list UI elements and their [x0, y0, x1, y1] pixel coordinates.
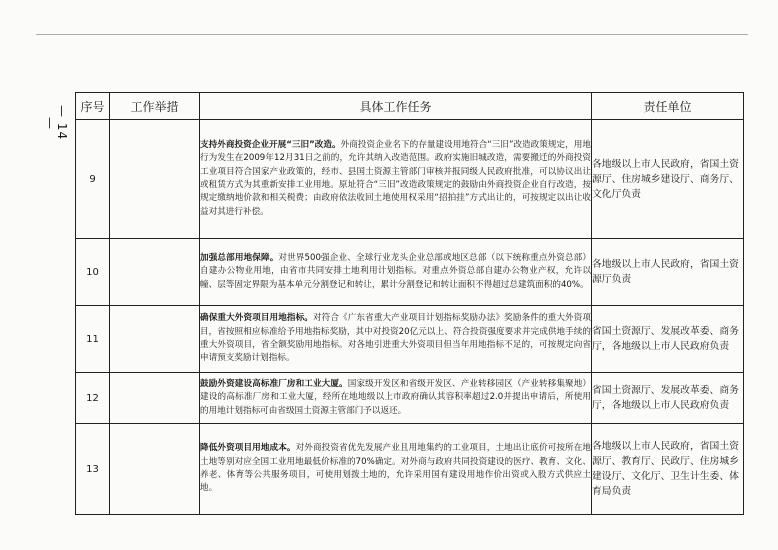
task-body: 对世界500强企业、全球行业龙头企业总部或地区总部（以下统称重点外资总部）自建办公物业用地，由省市共同安排土地利用计划指标。对重点外资总部自建办公物业产权，允许以幢、层等固定界限为基本单元分割登记和转让，累计分割登记和转让面积不得超过总建筑面积的40%。: [200, 252, 591, 290]
table-row: [76, 239, 744, 306]
header-rule: [36, 34, 748, 35]
header-unit: 责任单位: [592, 93, 744, 120]
header-seq: 序号: [76, 93, 110, 120]
task-lead: 降低外资项目用地成本。: [200, 443, 296, 454]
row-task: [200, 120, 592, 239]
table-row: [76, 120, 744, 239]
row-seq: 11: [76, 306, 110, 373]
task-body: 国家级开发区和省级开发区、产业转移园区（产业转移集聚地）建设的高标准厂房和工业大厦，经所在地地级以上市政府确认其容积率超过2.0并提出申请后，所使用的用地计划指标可由省级国土资源主管部门予以返还。: [200, 378, 591, 416]
task-lead: 确保重大外资项目用地指标。: [200, 313, 313, 324]
task-body: 对外商投资省优先发展产业且用地集约的工业项目，土地出让底价可按所在地土地等别对应全国工业用地最低价标准的70%确定。对外商与政府共同投资建设的医疗、教育、文化、养老、体育等公共服务项目，可使用划拨土地的，允许采用国有建设用地作价出资或入股方式供应土地。: [200, 443, 591, 494]
row-unit: 省国土资源厅、发展改革委、商务厅，各地级以上市人民政府负责: [592, 306, 744, 373]
header-task: 具体工作任务: [200, 93, 592, 120]
row-task: [200, 424, 592, 515]
task-body: 对符合《广东省重大产业项目计划指标奖励办法》奖励条件的重大外资项目，省按照相应标准给予用地指标奖励，其中对投资20亿元以上、符合投资强度要求并完成供地手续的重大外资项目，省全额奖励用地指标。对各地引进重大外资项目但当年用地指标不足的，可按规定向省申请预支奖励计划指标。: [200, 313, 591, 364]
task-lead: 支持外商投资企业开展“三旧”改造。: [200, 139, 341, 150]
row-measure: [110, 239, 200, 306]
row-measure: [110, 120, 200, 239]
page-number: — 14 —: [43, 105, 69, 141]
row-task: [200, 373, 592, 424]
row-unit: 省国土资源厅、发展改革委、商务厅，各地级以上市人民政府负责: [592, 373, 744, 424]
row-seq: 12: [76, 373, 110, 424]
work-task-table: [75, 92, 744, 515]
table-row: [76, 373, 744, 424]
table-row: [76, 306, 744, 373]
header-measure: 工作举措: [110, 93, 200, 120]
row-unit: 各地级以上市人民政府，省国土资源厅、教育厅、民政厅、住房城乡建设厅、文化厅、卫生计生委、体育局负责: [592, 424, 744, 515]
row-seq: 10: [76, 239, 110, 306]
row-measure: [110, 306, 200, 373]
table-header-row: [76, 93, 744, 120]
row-measure: [110, 373, 200, 424]
row-task: [200, 239, 592, 306]
row-task: [200, 306, 592, 373]
row-unit: 各地级以上市人民政府，省国土资源厅、住房城乡建设厅、商务厅、文化厅负责: [592, 120, 744, 239]
table-row: [76, 424, 744, 515]
row-unit: 各地级以上市人民政府，省国土资源厅负责: [592, 239, 744, 306]
row-measure: [110, 424, 200, 515]
task-lead: 加强总部用地保障。: [200, 252, 279, 263]
task-lead: 鼓励外资建设高标准厂房和工业大厦。: [200, 378, 348, 389]
row-seq: 13: [76, 424, 110, 515]
row-seq: 9: [76, 120, 110, 239]
task-body: 外商投资企业名下的存量建设用地符合“三旧”改造政策规定，用地行为发生在2009年12月31日之前的，允许其纳入改造范围。政府实施旧城改造，需要搬迁的外商投资工业项目符合国家产业政策的，经市、县国土资源主管部门审核并报同级人民政府批准，可以协议出让或租赁方式为其重新安排工业用地。原址符合“三旧”改造政策规定的鼓励由外商投资企业自行改造，按规定缴纳地价款和相关税费；由政府依法收回土地使用权采用“招拍挂”方式出让的，可按规定以出让收益对其进行补偿。: [200, 139, 592, 217]
